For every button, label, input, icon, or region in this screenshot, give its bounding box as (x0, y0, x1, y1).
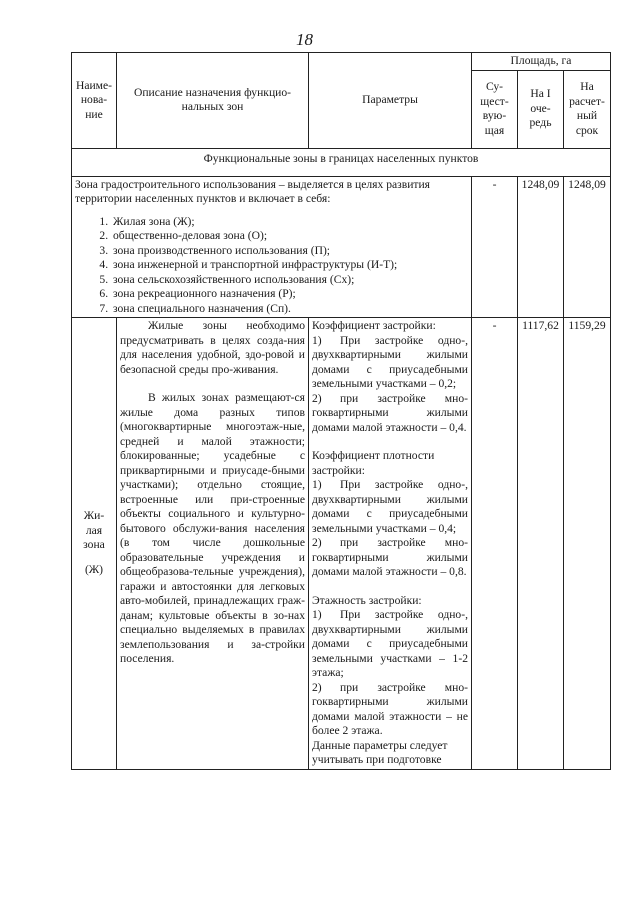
residential-zone-description (117, 318, 309, 770)
residential-zone-estimated: 1159,29 (564, 318, 611, 770)
zone-name-line: Жи- (83, 509, 105, 523)
urban-zone-text: Зона градостроительного использования – выделяется в целях развития территории населенных пунктов и включает в себя: (75, 177, 431, 205)
header-area: Площадь, га (472, 53, 611, 71)
urban-zone-first-stage: 1248,09 (518, 176, 564, 318)
parameter-item: 1) При застройке одно-, двухквартирными жилыми домами с приусадебными земельными участками – 0,4; (312, 478, 468, 535)
residential-zone-first-stage: 1117,62 (518, 318, 564, 770)
urban-zone-estimated: 1248,09 (564, 176, 611, 318)
urban-zone-existing: - (472, 176, 518, 318)
residential-zone-existing: - (472, 318, 518, 770)
zone-code: (Ж) (84, 562, 104, 576)
zone-list-item: 7. зона специального назначения (Сп). (111, 302, 468, 317)
header-parameters: Параметры (309, 53, 472, 149)
header-name: Наиме-нова-ние (72, 53, 117, 149)
zone-name-line: лая (85, 523, 103, 537)
parameter-item: 1) При застройке одно-, двухквартирными жилыми домами с приусадебными земельными участками – 0,2; (312, 333, 468, 390)
header-first-stage: На I оче-редь (518, 70, 564, 148)
parameter-title: Коэффициент плотности застройки: (312, 449, 435, 477)
zone-list-item: 5. зона сельскохозяйственного использования (Сх); (111, 273, 468, 288)
description-paragraph: Жилые зоны необходимо предусматривать в целях созда-ния для населения удобной, здо-ровой и безопасной среды про-живания. (120, 319, 305, 376)
zone-list-item: 1. Жилая зона (Ж); (111, 215, 468, 230)
parameter-item: 2) при застройке мно-гоквартирными жилыми домами малой этажности – 0,8. (312, 536, 468, 578)
parameter-item: 2) при застройке мно-гоквартирными жилыми домами малой этажности – 0,4. (312, 391, 468, 434)
parameter-item: 1) При застройке одно-, двухквартирными жилыми домами с приусадебными земельными участками – 1-2 этажа; (312, 608, 468, 679)
parameter-note: Данные параметры следует учитывать при подготовке (312, 738, 448, 766)
residential-zone-parameters (309, 318, 472, 770)
parameter-item: 2) при застройке мно-гоквартирными жилыми домами малой этажности – не более 2 этажа. (312, 680, 468, 737)
urban-zone-row (72, 176, 611, 318)
parameter-title: Коэффициент застройки: (312, 319, 436, 332)
header-existing: Су-щест-вую-щая (472, 70, 518, 148)
description-paragraph: В жилых зонах размещают-ся жилые дома разных типов (многоквартирные многоэтаж-ные, средней и малой этажности; блокированные; усадебные с приквартирными и приусаде-бными участками); отдельно стоящие, встроенные или при-строенные объекты социального и культурно-бытового обслужи-вания населения (в том числе дошкольные образовательные учреждения и общеобразова-тельные учреждения), гаражи и автостоянки для легковых авто-мобилей, принадлежащих граж-данам; культовые объекты в зо-нах специально выделяемых в правилах землепользования и за-стройки поселения. (120, 391, 305, 665)
header-description: Описание назначения функцио-нальных зон (117, 53, 309, 149)
zone-list-item: 4. зона инженерной и транспортной инфраструктуры (И-Т); (111, 258, 468, 273)
residential-zone-row (72, 318, 611, 770)
zone-list (75, 215, 468, 317)
header-row-1 (72, 53, 611, 71)
residential-zone-name (72, 318, 117, 770)
functional-zones-table (71, 52, 611, 770)
zone-name-line: зона (83, 538, 105, 552)
section-title: Функциональные зоны в границах населенных пунктов (72, 148, 611, 176)
section-row (72, 148, 611, 176)
urban-zone-description (72, 176, 472, 318)
zone-list-item: 3. зона производственного использования (П); (111, 244, 468, 259)
zone-list-item: 2. общественно-деловая зона (О); (111, 229, 468, 244)
page-number: 18 (296, 30, 313, 49)
zone-list-item: 6. зона рекреационного назначения (Р); (111, 287, 468, 302)
parameter-title: Этажность застройки: (312, 593, 422, 607)
header-estimated: На расчет-ный срок (564, 70, 611, 148)
